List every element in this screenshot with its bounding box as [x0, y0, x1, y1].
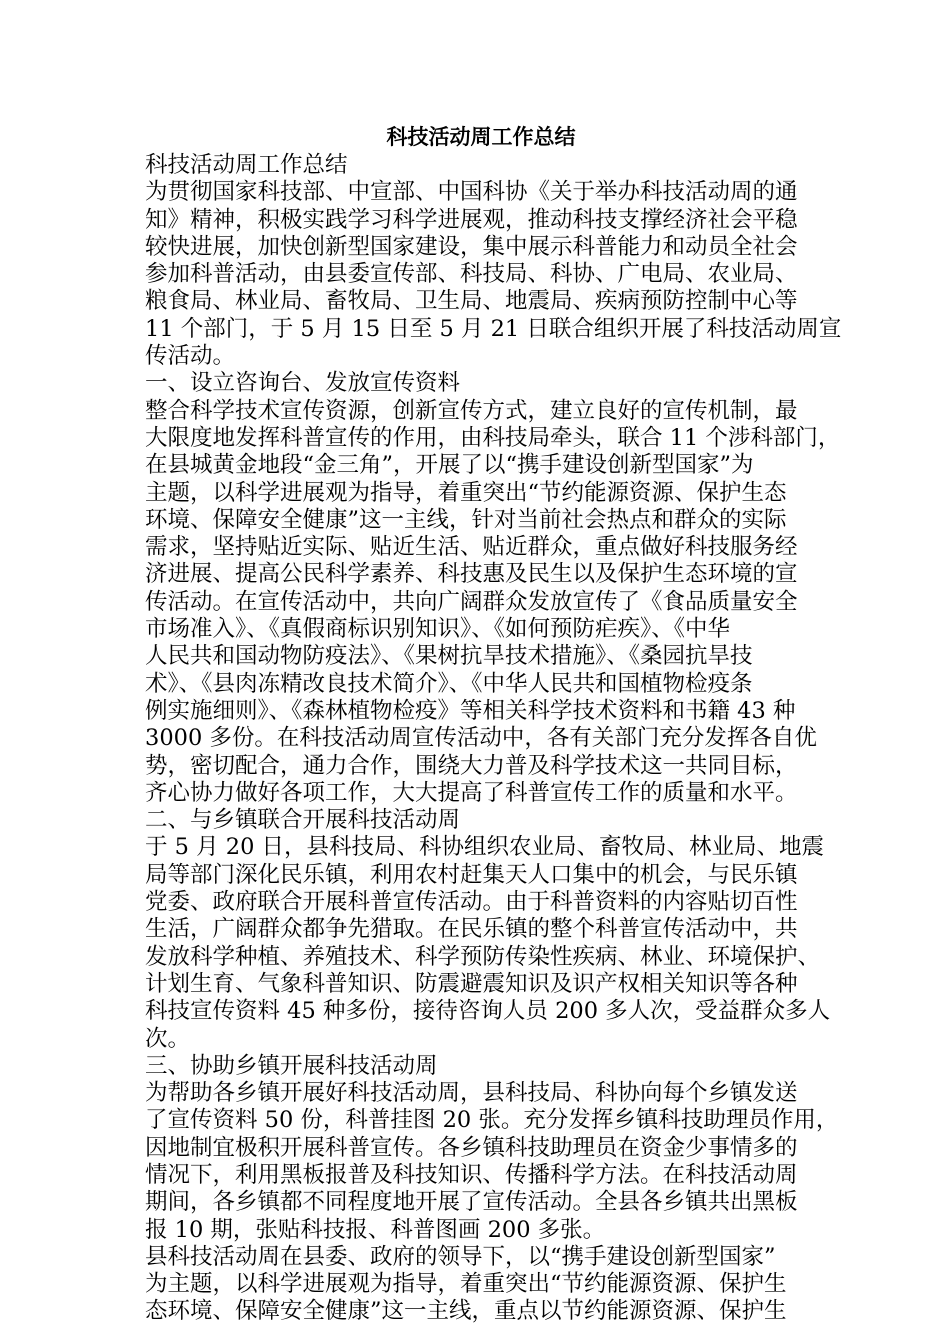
body-line: 例实施细则》、《森林植物检疫》等相关科学技术资料和书籍 43 种 [145, 697, 796, 724]
document-body [145, 152, 842, 1326]
section-heading: 二、与乡镇联合开展科技活动周 [145, 807, 461, 834]
body-line: 情况下，利用黑板报普及科技知识、传播科学方法。在科技活动周 [145, 1161, 798, 1188]
body-line: 11 个部门，于 5 月 15 日至 5 月 21 日联合组织开展了科技活动周宣 [145, 315, 842, 342]
body-line: 3000 多份。在科技活动周宣传活动中，各有关部门充分发挥各自优 [145, 725, 817, 752]
body-line: 县科技活动周在县委、政府的领导下，以“携手建设创新型国家” [145, 1243, 776, 1270]
body-line: 党委、政府联合开展科普宣传活动。由于科普资料的内容贴切百性 [145, 889, 798, 916]
body-line: 势，密切配合，通力合作，围绕大力普及科学技术这一共同目标， [145, 752, 798, 779]
body-line: 科技活动周工作总结 [145, 152, 348, 178]
body-line: 知》精神，积极实践学习科学进展观，推动科技支撑经济社会平稳 [145, 206, 798, 233]
body-line: 因地制宜极积开展科普宣传。各乡镇科技助理员在资金少事情多的 [145, 1134, 798, 1161]
body-line: 需求，坚持贴近实际、贴近生活、贴近群众，重点做好科技服务经 [145, 534, 798, 561]
body-line: 粮食局、林业局、畜牧局、卫生局、地震局、疾病预防控制中心等 [145, 288, 798, 315]
body-line: 较快进展，加快创新型国家建设，集中展示科普能力和动员全社会 [145, 233, 798, 260]
body-line: 环境、保障安全健康”这一主线，针对当前社会热点和群众的实际 [145, 506, 787, 533]
section-heading: 一、设立咨询台、发放宣传资料 [145, 370, 461, 397]
body-line: 报 10 期，张贴科技报、科普图画 200 多张。 [145, 1216, 606, 1243]
body-line: 为主题，以科学进展观为指导，着重突出“节约能源资源、保护生 [145, 1271, 787, 1298]
body-line: 为贯彻国家科技部、中宣部、中国科协《关于举办科技活动周的通 [145, 179, 798, 206]
body-line: 参加科普活动，由县委宣传部、科技局、科协、广电局、农业局、 [145, 261, 798, 288]
body-line: 术》、《县肉冻精改良技术简介》、《中华人民共和国植物检疫条 [145, 670, 753, 697]
body-line: 计划生育、气象科普知识、防震避震知识及识产权相关知识等各种 [145, 970, 798, 997]
document-title: 科技活动周工作总结 [386, 125, 576, 149]
body-line: 济进展、提高公民科学素养、科技惠及民生以及保护生态环境的宣 [145, 561, 798, 588]
body-line: 传活动。 [145, 343, 236, 370]
body-line: 齐心协力做好各项工作，大大提高了科普宣传工作的质量和水平。 [145, 779, 798, 806]
body-line: 在县城黄金地段“金三角”，开展了以“携手建设创新型国家”为 [145, 452, 754, 479]
body-line: 整合科学技术宣传资源，创新宣传方式，建立良好的宣传机制，最 [145, 397, 798, 424]
body-line: 次。 [145, 1025, 191, 1052]
body-line: 市场准入》、《真假商标识别知识》、《如何预防疟疾》、《中华 [145, 616, 731, 643]
body-line: 局等部门深化民乐镇，利用农村赶集天人口集中的机会，与民乐镇 [145, 861, 798, 888]
body-line: 于 5 月 20 日，县科技局、科协组织农业局、畜牧局、林业局、地震 [145, 834, 825, 861]
body-line: 发放科学种植、养殖技术、科学预防传染性疾病、林业、环境保护、 [145, 943, 821, 970]
section-heading: 三、协助乡镇开展科技活动周 [145, 1052, 438, 1079]
body-line: 科技宣传资料 45 种多份，接待咨询人员 200 多人次，受益群众多人 [145, 998, 831, 1025]
body-line: 人民共和国动物防疫法》、《果树抗旱技术措施》、《桑园抗旱技 [145, 643, 753, 670]
document-page [145, 122, 842, 1326]
body-line: 生活，广阔群众都争先猎取。在民乐镇的整个科普宣传活动中，共 [145, 916, 798, 943]
body-line: 态环境、保障安全健康”这一主线，重点以节约能源资源、保护生 [145, 1298, 787, 1325]
body-line: 了宣传资料 50 份，科普挂图 20 张。充分发挥乡镇科技助理员作用， [145, 1107, 839, 1134]
body-line: 大限度地发挥科普宣传的作用，由科技局牵头，联合 11 个涉科部门， [145, 424, 841, 451]
body-line: 期间，各乡镇都不同程度地开展了宣传活动。全县各乡镇共出黑板 [145, 1189, 798, 1216]
body-line: 为帮助各乡镇开展好科技活动周，县科技局、科协向每个乡镇发送 [145, 1080, 798, 1107]
body-line: 传活动。在宣传活动中，共向广阔群众发放宣传了《食品质量安全 [145, 588, 798, 615]
body-line: 主题，以科学进展观为指导，着重突出“节约能源资源、保护生态 [145, 479, 787, 506]
